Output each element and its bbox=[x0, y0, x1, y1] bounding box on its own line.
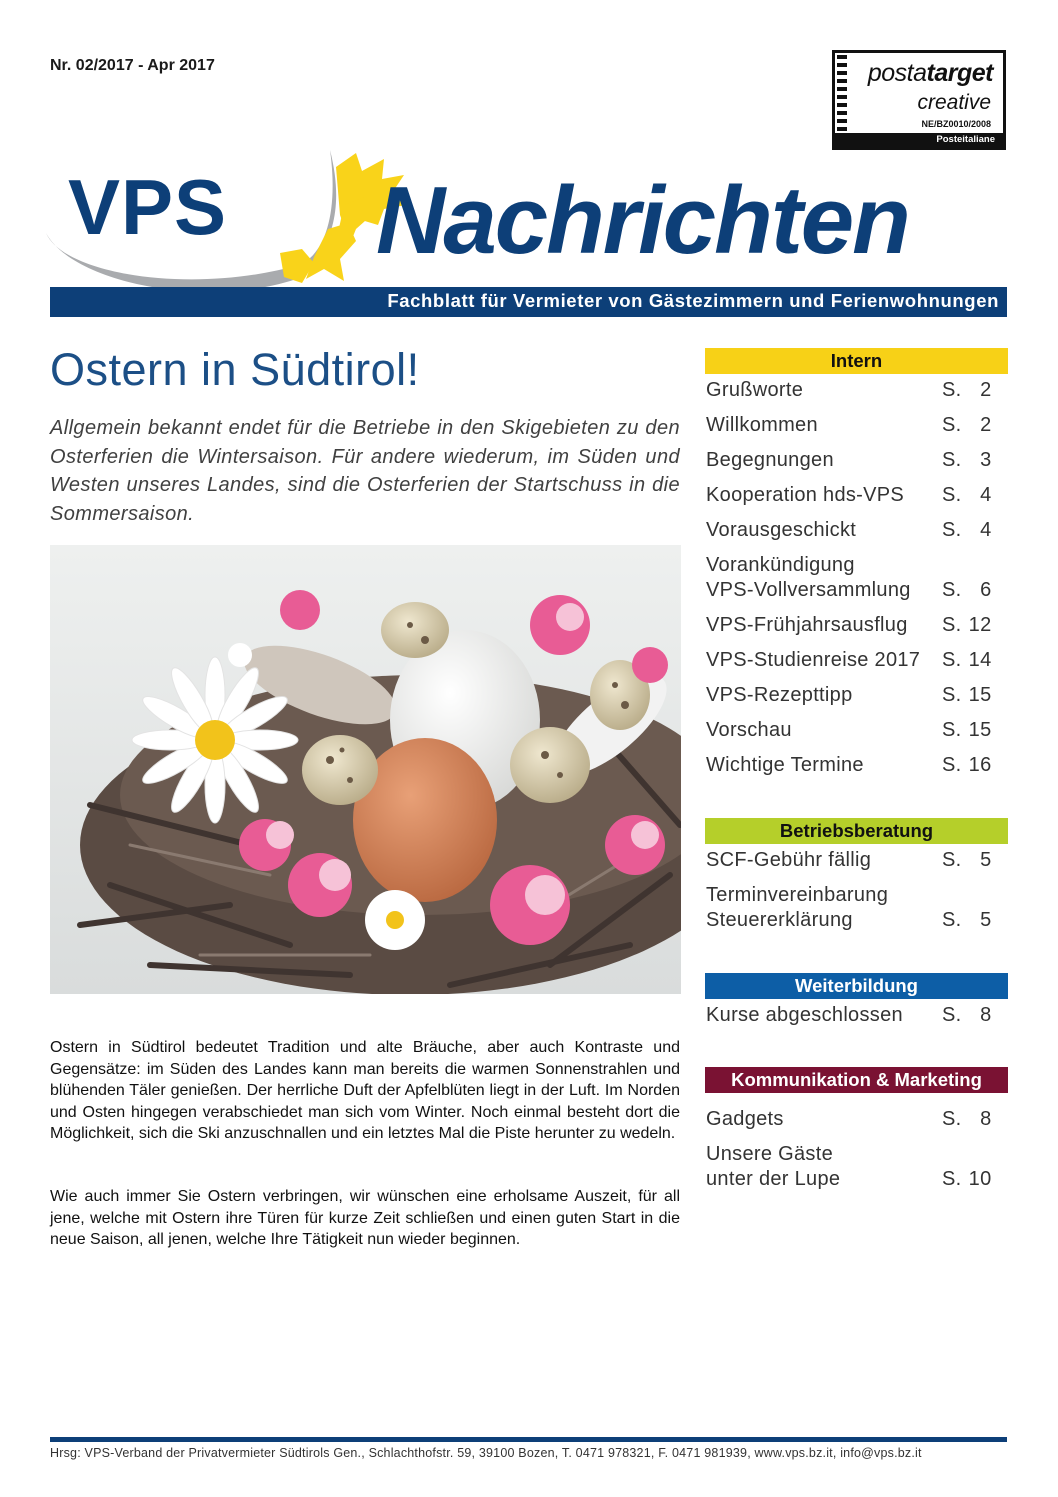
toc-item-title bbox=[706, 1107, 938, 1132]
toc-item-title-line: Begegnungen bbox=[706, 449, 834, 471]
toc-heading-weiterbildung: Weiterbildung bbox=[705, 973, 1008, 999]
article-intro: Allgemein bekannt endet für die Betriebe in den Skigebieten zu den Osterferien die Wintersaison. Für andere wiederum, im Süden und Westen unseres Landes, sind die Osterferien der Startschuss in die Sommersaison. bbox=[50, 417, 680, 525]
toc-item-title bbox=[706, 483, 938, 508]
toc-item-page bbox=[942, 483, 1006, 508]
toc-heading-betriebsberatung: Betriebsberatung bbox=[705, 818, 1008, 844]
toc-page-prefix: S. bbox=[942, 449, 962, 471]
toc-item-page bbox=[942, 518, 1006, 543]
toc-item-title-line: Vorschau bbox=[706, 719, 792, 741]
toc-item-title-line-2: unter der Lupe bbox=[706, 1168, 841, 1190]
toc-item-page bbox=[942, 1107, 1006, 1132]
toc-item-title bbox=[706, 613, 938, 638]
toc-page-number: 16 bbox=[968, 754, 992, 776]
toc-item-page bbox=[942, 613, 1006, 638]
article-headline: Ostern in Südtirol! bbox=[50, 344, 420, 395]
toc-item-title-line: Vorankündigung bbox=[706, 554, 855, 576]
toc-item-page bbox=[942, 753, 1006, 778]
toc-page-prefix: S. bbox=[942, 1004, 962, 1026]
toc-item-page bbox=[942, 1167, 1006, 1192]
toc-item-title bbox=[706, 683, 938, 708]
toc-page-number: 12 bbox=[968, 614, 992, 636]
logo-vps: VPS bbox=[68, 163, 228, 251]
toc-item-title bbox=[706, 448, 938, 473]
masthead-title: Nachrichten bbox=[376, 167, 909, 274]
toc-item-title-line: VPS-Studienreise 2017 bbox=[706, 649, 921, 671]
toc-page-prefix: S. bbox=[942, 649, 962, 671]
toc-heading-intern: Intern bbox=[705, 348, 1008, 374]
toc-page-prefix: S. bbox=[942, 379, 962, 401]
stamp-code: NE/BZ0010/2008 bbox=[921, 119, 991, 129]
toc-page-number: 15 bbox=[968, 719, 992, 741]
toc-item-page bbox=[942, 683, 1006, 708]
toc-page-prefix: S. bbox=[942, 754, 962, 776]
toc-page-prefix: S. bbox=[942, 414, 962, 436]
toc-item-title bbox=[706, 648, 938, 673]
article-paragraph-2: Wie auch immer Sie Ostern verbringen, wir wünschen eine erholsame Auszeit, für all jene, welche mit Ostern ihre Türen für kurze Zeit schließen und einen guten Start in die neue Saison, all jenen, welche Ihre Tätigkeit nun wieder beginnen. bbox=[50, 1188, 680, 1248]
toc-page-number: 15 bbox=[968, 684, 992, 706]
toc-page-number: 8 bbox=[980, 1004, 992, 1026]
toc-item-page bbox=[942, 908, 1006, 933]
toc-item-title bbox=[706, 753, 938, 778]
toc-item-page bbox=[942, 718, 1006, 743]
toc-page-number: 14 bbox=[968, 649, 992, 671]
stamp-line-2: creative bbox=[917, 91, 991, 114]
toc-item-page bbox=[942, 648, 1006, 673]
toc-item-title-line-2: VPS-Vollversammlung bbox=[706, 579, 911, 601]
toc-item-title-line: SCF-Gebühr fällig bbox=[706, 849, 872, 871]
toc-item-title bbox=[706, 848, 938, 873]
toc-item-title-line: Kooperation hds-VPS bbox=[706, 484, 905, 506]
toc-heading-kommunikation-marketing: Kommunikation & Marketing bbox=[705, 1067, 1008, 1093]
toc-page-number: 4 bbox=[980, 519, 992, 541]
toc-page-number: 2 bbox=[980, 379, 992, 401]
footer-imprint: Hrsg: VPS-Verband der Privatvermieter Südtirols Gen., Schlachthofstr. 59, 39100 Bozen, T. 0471 978321, F. 0471 981939, www.vps.bz.it, info@vps.bz.it bbox=[50, 1446, 922, 1460]
toc-item-title bbox=[706, 378, 938, 403]
toc-item-page bbox=[942, 1003, 1006, 1028]
article-paragraph-1: Ostern in Südtirol bedeutet Tradition und alte Bräuche, aber auch Kontraste und Gegensätze: im Süden des Landes kann man bereits die warmen Sonnenstrahlen und blühenden Täler genießen. Der herrliche Duft der Apfelblüten liegt in der Luft. Im Norden und Osten hingegen verabschiedet man sich vom Winter. Noch einmal besteht dort die Möglichkeit, sich die Ski anzuschnallen und ein letztes Mal die Piste herunter zu wedeln. bbox=[50, 1039, 680, 1142]
toc-page-number: 10 bbox=[968, 1168, 992, 1190]
toc-page-number: 8 bbox=[980, 1108, 992, 1130]
toc-item-title bbox=[706, 883, 938, 933]
toc-item-title-line: Gadgets bbox=[706, 1108, 784, 1130]
toc-item-page bbox=[942, 578, 1006, 603]
toc-page-number: 4 bbox=[980, 484, 992, 506]
toc-page-prefix: S. bbox=[942, 519, 962, 541]
easter-nest-photo bbox=[50, 545, 681, 994]
masthead-banner bbox=[50, 287, 1007, 317]
toc-page-number: 5 bbox=[980, 909, 992, 931]
toc-page-prefix: S. bbox=[942, 579, 962, 601]
toc-page-number: 5 bbox=[980, 849, 992, 871]
toc-item-title-line: Grußworte bbox=[706, 379, 804, 401]
masthead-subtitle: Fachblatt für Vermieter von Gästezimmern und Ferienwohnungen bbox=[387, 290, 999, 311]
toc-page-prefix: S. bbox=[942, 614, 962, 636]
toc-page-prefix: S. bbox=[942, 849, 962, 871]
toc-item-title-line: VPS-Frühjahrsausflug bbox=[706, 614, 908, 636]
stamp-line-1: postatarget bbox=[867, 59, 993, 87]
toc-item-page bbox=[942, 378, 1006, 403]
toc-item-title bbox=[706, 413, 938, 438]
toc-item-title-line: Wichtige Termine bbox=[706, 754, 864, 776]
toc-page-prefix: S. bbox=[942, 484, 962, 506]
toc-page-prefix: S. bbox=[942, 719, 962, 741]
toc-item-page bbox=[942, 848, 1006, 873]
stamp-brand: Posteitaliane bbox=[835, 133, 1003, 147]
toc-page-number: 2 bbox=[980, 414, 992, 436]
toc-item-title-line: Willkommen bbox=[706, 414, 818, 436]
toc-page-prefix: S. bbox=[942, 909, 962, 931]
toc-item-title bbox=[706, 718, 938, 743]
toc-item-title-line: VPS-Rezepttipp bbox=[706, 684, 853, 706]
toc-item-title-line-2: Steuererklärung bbox=[706, 909, 853, 931]
toc-page-prefix: S. bbox=[942, 1168, 962, 1190]
stamp-perforation bbox=[837, 55, 847, 145]
toc-item-title-line: Vorausgeschickt bbox=[706, 519, 857, 541]
toc-item-page bbox=[942, 448, 1006, 473]
toc-item-page bbox=[942, 413, 1006, 438]
issue-number: Nr. 02/2017 - Apr 2017 bbox=[50, 57, 215, 74]
toc-page-prefix: S. bbox=[942, 684, 962, 706]
postage-stamp bbox=[832, 50, 1006, 150]
toc-page-number: 3 bbox=[980, 449, 992, 471]
toc-item-title bbox=[706, 1142, 938, 1192]
toc-page-prefix: S. bbox=[942, 1108, 962, 1130]
toc-item-title bbox=[706, 553, 938, 603]
toc-item-title bbox=[706, 518, 938, 543]
toc-item-title-line: Terminvereinbarung bbox=[706, 884, 889, 906]
toc-item-title-line: Unsere Gäste bbox=[706, 1143, 833, 1165]
toc-page-number: 6 bbox=[980, 579, 992, 601]
footer-rule bbox=[50, 1437, 1007, 1442]
toc-item-title-line: Kurse abgeschlossen bbox=[706, 1004, 903, 1026]
toc-item-title bbox=[706, 1003, 938, 1028]
